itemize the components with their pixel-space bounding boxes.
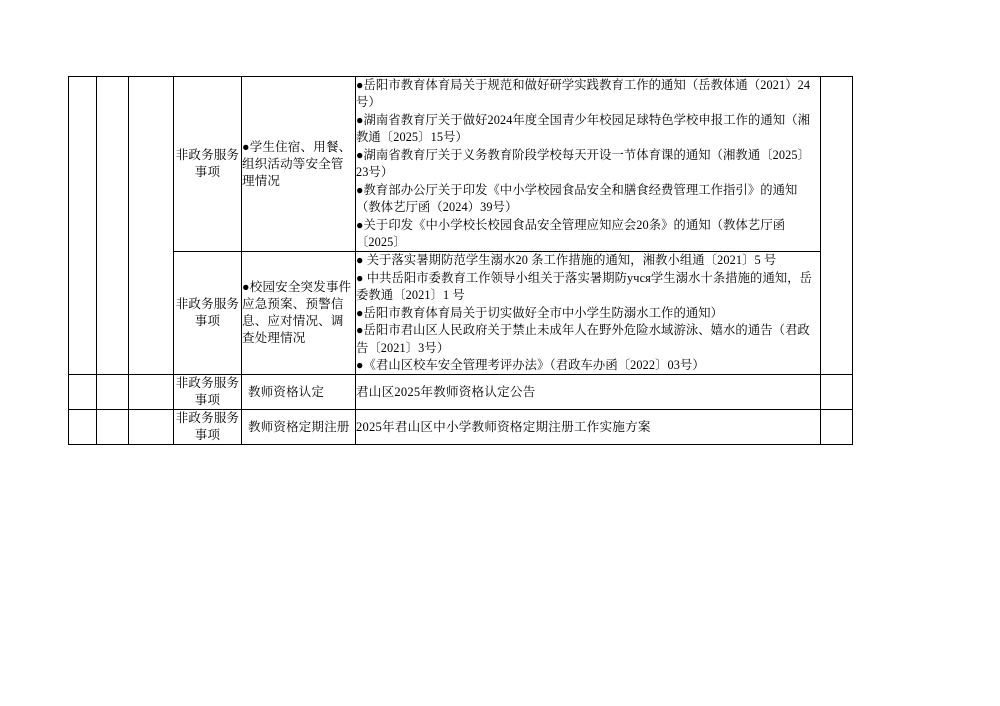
list-line: ●关于印发《中小学校长校园食品安全管理应知应会20条》的通知（教体艺厅函〔2025〕 <box>356 217 786 249</box>
cell-matter-name: 教师资格定期注册 <box>242 410 356 445</box>
cell-index-col2 <box>97 77 129 375</box>
list-line: ●岳阳市教育体育局关于规范和做好研学实践教育工作的通知（岳教体通（2021）24号） <box>356 78 811 110</box>
policy-disclosure-table <box>68 76 853 445</box>
cell-index-col2 <box>97 375 129 410</box>
list-line: ●教育部办公厅关于印发《中小学校园食品安全和膳食经费管理工作指引》的通知（教体艺厅函（2024）39号） <box>356 182 798 214</box>
cell-service-type: 非政务服务事项 <box>174 375 242 410</box>
list-line: ● 关于落实暑期防范学生溺水20 条工作措施的通知，湘教小组通〔2021〕5 号 <box>356 253 777 268</box>
table-row <box>69 375 853 410</box>
cell-tail-col <box>821 375 853 410</box>
cell-index-col1 <box>69 375 97 410</box>
table-row <box>69 410 853 445</box>
cell-matter-name: ●校园安全突发事件应急预案、预警信息、应对情况、调查处理情况 <box>242 252 356 375</box>
cell-service-type: 非政务服务事项 <box>174 77 242 252</box>
cell-tail-col <box>821 410 853 445</box>
cell-document-list <box>356 252 821 375</box>
list-line: ●岳阳市教育体育局关于切实做好全市中小学生防溺水工作的通知） <box>356 305 724 320</box>
table-row <box>69 252 853 375</box>
list-line: ●岳阳市君山区人民政府关于禁止未成年人在野外危险水域游泳、嬉水的通告（君政告〔2021〕3号） <box>356 323 810 355</box>
cell-service-type: 非政务服务事项 <box>174 252 242 375</box>
list-line: ●湖南省教育厅关于义务教育阶段学校每天开设一节体育课的通知（湘教通〔2025〕23号） <box>356 147 811 180</box>
list-line: ● 中共岳阳市委教育工作领导小组关于落实暑期防учся学生溺水十条措施的通知，岳委教通〔2021〕1 号 <box>356 270 813 302</box>
cell-matter-name: ●学生住宿、用餐、组织活动等安全管理情况 <box>242 77 356 252</box>
cell-index-col2 <box>97 410 129 445</box>
cell-document-list: 2025年君山区中小学教师资格定期注册工作实施方案 <box>356 410 821 445</box>
cell-document-list <box>356 77 821 252</box>
cell-tail-col <box>821 77 853 375</box>
cell-service-type: 非政务服务事项 <box>174 410 242 445</box>
cell-index-col3 <box>129 77 174 375</box>
cell-index-col1 <box>69 77 97 375</box>
list-line: ●《君山区校车安全管理考评办法》（君政车办函〔2022〕03号） <box>356 358 705 373</box>
list-line: ●湖南省教育厅关于做好2024年度全国青少年校园足球特色学校申报工作的通知（湘教通〔2025〕15号） <box>356 112 811 145</box>
cell-index-col3 <box>129 410 174 445</box>
cell-matter-name: 教师资格认定 <box>242 375 356 410</box>
cell-index-col1 <box>69 410 97 445</box>
cell-document-list: 君山区2025年教师资格认定公告 <box>356 375 821 410</box>
table-row <box>69 77 853 252</box>
cell-index-col3 <box>129 375 174 410</box>
